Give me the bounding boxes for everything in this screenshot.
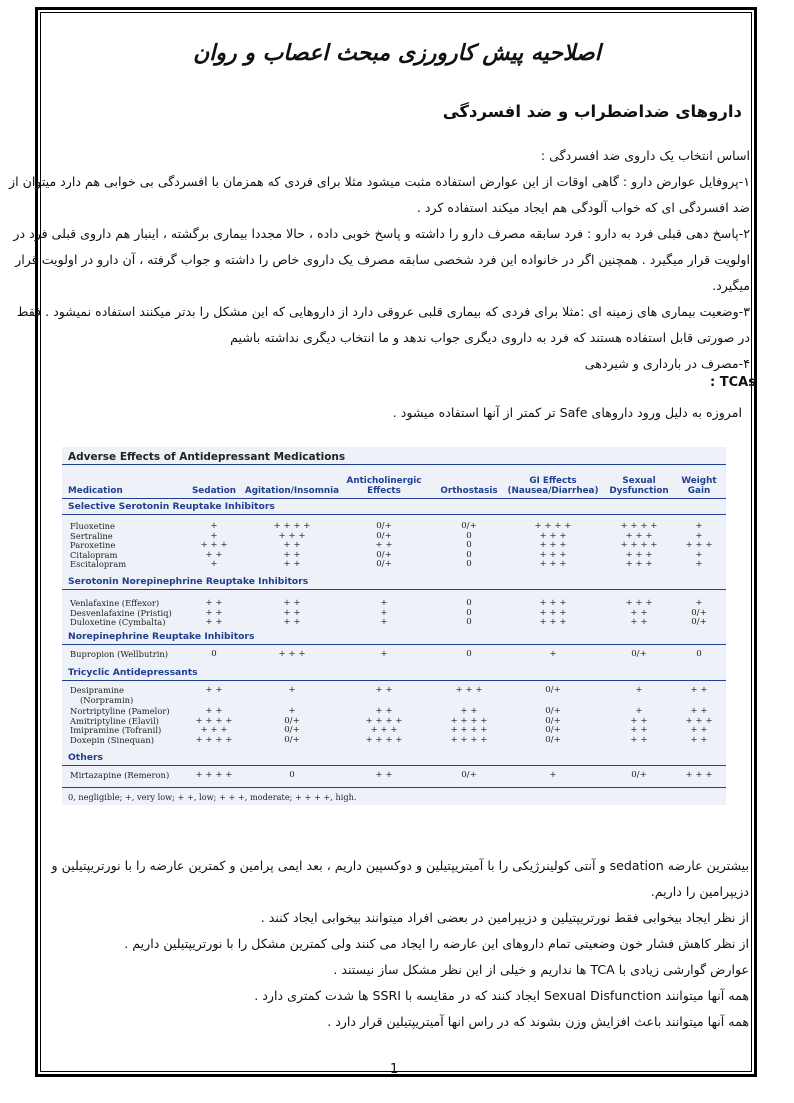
- text-line: ۱-پروفایل عوارض دارو : گاهی اوقات از این عوارض استفاده مثبت میشود مثلا برای فردی که همزمان با افسردگی بی خوابی هم دارد میتوان از: [9, 174, 750, 189]
- table-cell: +: [549, 770, 557, 780]
- table-cell: + + + +: [365, 715, 403, 726]
- text-line: همه آنها میتوانند Sexual Disfunction ایجاد کنند که در مقایسه با SSRI ها شدت کمتری دارد .: [254, 988, 749, 1003]
- table-cell: + +: [630, 617, 648, 628]
- text-line: اساس انتخاب یک داروی ضد افسردگی :: [540, 148, 750, 163]
- table-row-medication: Venlafaxine (Effexor): [70, 598, 160, 608]
- table-cell: 0/+: [461, 770, 477, 780]
- table-row-medication: Amitriptyline (Elavil): [70, 715, 159, 726]
- section-heading: داروهای ضداضطراب و ضد افسردگی: [442, 102, 742, 121]
- table-row-medication: Nortriptyline (Pamelor): [70, 706, 170, 717]
- table-cell: 0/+: [376, 530, 392, 541]
- column-header: GI Effects (Nausea/Diarrhea): [507, 476, 599, 496]
- table-cell: + + +: [200, 725, 228, 736]
- table-cell: 0: [466, 598, 472, 608]
- table-cell: 0: [466, 607, 472, 618]
- table-cell: + + +: [455, 685, 483, 695]
- table-cell: 0/+: [631, 770, 647, 780]
- text-line: در صورتی قابل استفاده هستند که فرد به داروی دیگری جواب ندهد و ما انتخاب دیگری نداشته باشیم: [230, 330, 750, 345]
- table-section-title: Others: [68, 752, 103, 763]
- summary-paragraph: [44, 853, 749, 1035]
- column-header: Medication: [68, 486, 123, 496]
- table-cell: 0: [466, 649, 472, 659]
- table-cell: 0/+: [545, 685, 561, 695]
- table-cell: 0: [466, 549, 472, 560]
- table-cell: + + +: [539, 559, 567, 570]
- table-cell: + + +: [625, 598, 653, 608]
- table-cell: +: [380, 607, 388, 618]
- table-cell: + +: [375, 770, 393, 780]
- table-cell: + +: [630, 735, 648, 745]
- text-line: ۲-پاسخ دهی قبلی فرد به دارو : فرد سابقه مصرف دارو را داشته و پاسخ خوبی داده ، حالا مجددا بیماری برگشته ، اینبار هم داروی قبلی فرد در: [13, 226, 750, 241]
- table-cell: + + +: [539, 540, 567, 551]
- intro-paragraph: [9, 143, 750, 377]
- tcas-note: امروزه به دلیل ورود داروهای Safe تر کمتر از آنها استفاده میشود .: [392, 405, 742, 420]
- table-cell: + +: [283, 559, 301, 570]
- table-cell: +: [695, 549, 703, 560]
- table-cell: +: [288, 706, 296, 717]
- text-line: بیشترین عارضه sedation و آنتی کولینرژیکی را با آمیتریپتیلین و دوکسپین داریم ، بعد ایمی پرامین و کمترین عارضه را با نورتریپتیلین و: [51, 858, 749, 873]
- table-cell: 0: [289, 770, 295, 780]
- table-cell: 0/+: [376, 559, 392, 570]
- table-cell: +: [288, 685, 296, 695]
- table-cell: +: [380, 617, 388, 628]
- adverse-effects-table: [62, 447, 726, 805]
- table-row-medication: Bupropion (Wellbutrin): [70, 649, 169, 659]
- table-rule: [62, 498, 726, 499]
- table-cell: + + +: [278, 649, 306, 659]
- table-cell: + + + +: [195, 715, 233, 726]
- table-cell: + + +: [625, 549, 653, 560]
- table-cell: + +: [205, 617, 223, 628]
- table-rule: [62, 644, 726, 645]
- table-cell: + +: [205, 607, 223, 618]
- table-cell: + + +: [539, 549, 567, 560]
- table-cell: + +: [205, 706, 223, 717]
- text-line: عوارض گوارشی زیادی با TCA ها نداریم و خیلی از این نظر مشکل ساز نیستند .: [333, 962, 749, 977]
- table-rule: [62, 787, 726, 788]
- table-cell: +: [695, 530, 703, 541]
- table-cell: +: [635, 706, 643, 717]
- table-cell: + +: [375, 540, 393, 551]
- table-cell: + + + +: [450, 725, 488, 736]
- table-row-medication: Escitalopram: [70, 559, 127, 570]
- table-cell: 0: [466, 559, 472, 570]
- table-rule: [62, 680, 726, 681]
- table-cell: + + +: [200, 540, 228, 551]
- table-cell: + +: [630, 725, 648, 736]
- table-section-title: Tricyclic Antidepressants: [68, 667, 198, 678]
- text-line: ۴-مصرف در بارداری و شیردهی: [584, 356, 750, 371]
- text-line: همه آنها میتوانند باعث افزایش وزن بشوند که در راس انها آمیتریپتیلین قرار دارد .: [327, 1014, 749, 1029]
- table-cell: +: [380, 649, 388, 659]
- text-line: از نظر کاهش فشار خون وضعیتی تمام داروهای این عارضه را ایجاد می کنند ولی کمترین مشکل را با نورتریپتیلین داریم .: [124, 936, 749, 951]
- table-cell: + + + +: [365, 735, 403, 745]
- table-cell: + + + +: [195, 770, 233, 780]
- text-line: ۳-وضعیت بیماری های زمینه ای :مثلا برای فردی که بیماری قلبی عروقی دارد از داروهایی که این مشکل را بدتر میکنند استفاده نمیشود . فقط: [16, 304, 750, 319]
- table-cell: +: [635, 685, 643, 695]
- table-cell: 0/+: [545, 706, 561, 717]
- table-cell: 0/+: [284, 735, 300, 745]
- page-title: اصلاحیه پیش کارورزی مبحث اعصاب و روان: [193, 40, 601, 66]
- table-row-medication: Fluoxetine: [70, 521, 115, 531]
- table-cell: + + + +: [195, 735, 233, 745]
- table-cell: +: [210, 559, 218, 570]
- table-cell: 0/+: [376, 549, 392, 560]
- table-cell: + + +: [685, 715, 713, 726]
- table-cell: 0: [211, 649, 217, 659]
- table-section-title: Norepinephrine Reuptake Inhibitors: [68, 631, 255, 642]
- table-rule: [62, 765, 726, 766]
- table-cell: + +: [690, 685, 708, 695]
- table-cell: + + +: [539, 607, 567, 618]
- table-row-medication: Sertraline: [70, 530, 113, 541]
- table-row-medication: Citalopram: [70, 549, 118, 560]
- table-cell: + + + +: [620, 540, 658, 551]
- table-rule: [62, 464, 726, 465]
- table-title: Adverse Effects of Antidepressant Medications: [68, 451, 346, 463]
- table-cell: 0/+: [545, 725, 561, 736]
- table-cell: + + +: [539, 530, 567, 541]
- table-cell: + +: [283, 607, 301, 618]
- table-section-title: Serotonin Norepinephrine Reuptake Inhibitors: [68, 576, 309, 587]
- table-cell: + +: [205, 549, 223, 560]
- table-cell: 0: [466, 617, 472, 628]
- table-row-medication: Mirtazapine (Remeron): [70, 770, 170, 780]
- table-cell: + + +: [685, 540, 713, 551]
- table-row-medication: Doxepin (Sinequan): [70, 735, 154, 745]
- text-line: دزیپرامین را داریم.: [650, 884, 749, 899]
- column-header: Sexual Dysfunction: [609, 476, 669, 496]
- table-cell: + +: [205, 598, 223, 608]
- table-footnote: 0, negligible; +, very low; + +, low; + + +, moderate; + + + +, high.: [68, 792, 357, 802]
- column-header: Agitation/Insomnia: [244, 486, 340, 496]
- table-cell: 0/+: [691, 617, 707, 628]
- table-cell: 0/+: [284, 725, 300, 736]
- table-cell: +: [695, 598, 703, 608]
- table-cell: + + +: [539, 617, 567, 628]
- text-line: ضد افسردگی ای که خواب آلودگی هم ایجاد میکند استفاده کرد .: [416, 200, 750, 215]
- table-cell: + +: [375, 706, 393, 717]
- text-line: از نظر ایجاد بیخوابی فقط نورتریپتیلین و دزیپرامین در بعضی افراد میتوانند بیخوابی ایجاد کنند .: [260, 910, 749, 925]
- table-cell: +: [549, 649, 557, 659]
- table-cell: +: [380, 598, 388, 608]
- table-cell: 0/+: [284, 715, 300, 726]
- text-line: میگیرد.: [712, 278, 750, 293]
- column-header: Orthostasis: [440, 486, 498, 496]
- table-cell: 0: [466, 530, 472, 541]
- text-line: اولویت قرار میگیرد . همچنین اگر در خانواده این فرد شخصی سابقه مصرف یک داروی خاص را داشته و جواب گرفته ، آن دارو در اولویت قرار: [15, 252, 750, 267]
- table-cell: + +: [630, 607, 648, 618]
- column-header: Anticholinergic Effects: [346, 476, 422, 496]
- table-cell: + +: [630, 715, 648, 726]
- column-header: Weight Gain: [681, 476, 717, 496]
- table-cell: 0/+: [545, 715, 561, 726]
- table-section-title: Selective Serotonin Reuptake Inhibitors: [68, 501, 275, 512]
- table-cell: + + +: [539, 598, 567, 608]
- table-row-medication: Desvenlafaxine (Pristiq): [70, 607, 172, 618]
- table-cell: + +: [690, 706, 708, 717]
- table-row-medication: Imipramine (Tofranil): [70, 725, 162, 736]
- table-cell: + +: [283, 549, 301, 560]
- table-cell: 0/+: [631, 649, 647, 659]
- table-cell: + + + +: [273, 521, 311, 531]
- table-cell: 0/+: [461, 521, 477, 531]
- table-row-medication-brand: (Norpramin): [80, 694, 134, 705]
- table-cell: + + +: [685, 770, 713, 780]
- table-row-medication: Duloxetine (Cymbalta): [70, 617, 166, 628]
- tcas-label: : TCAs: [710, 375, 756, 390]
- table-cell: + +: [205, 685, 223, 695]
- table-cell: 0: [696, 649, 702, 659]
- table-cell: + + + +: [534, 521, 572, 531]
- page-number: 1: [390, 1062, 399, 1077]
- table-rule: [62, 589, 726, 590]
- table-cell: +: [210, 530, 218, 541]
- table-cell: + +: [460, 706, 478, 717]
- table-row-medication: Paroxetine: [70, 540, 116, 551]
- column-header: Sedation: [191, 486, 237, 496]
- table-rule: [62, 514, 726, 515]
- table-cell: + +: [690, 735, 708, 745]
- table-cell: + + +: [278, 530, 306, 541]
- table-cell: 0/+: [376, 521, 392, 531]
- table-cell: + +: [690, 725, 708, 736]
- table-cell: +: [210, 521, 218, 531]
- table-cell: + +: [283, 617, 301, 628]
- table-cell: +: [695, 559, 703, 570]
- table-cell: +: [695, 521, 703, 531]
- table-cell: 0: [466, 540, 472, 551]
- table-cell: + + + +: [450, 735, 488, 745]
- table-row-medication: Desipramine: [70, 685, 124, 695]
- table-cell: + + +: [625, 559, 653, 570]
- table-cell: + + + +: [620, 521, 658, 531]
- table-cell: + + +: [625, 530, 653, 541]
- table-cell: 0/+: [545, 735, 561, 745]
- table-cell: 0/+: [691, 607, 707, 618]
- table-cell: + +: [283, 540, 301, 551]
- table-cell: + + + +: [450, 715, 488, 726]
- table-cell: + +: [375, 685, 393, 695]
- table-cell: + +: [283, 598, 301, 608]
- table-cell: + + +: [370, 725, 398, 736]
